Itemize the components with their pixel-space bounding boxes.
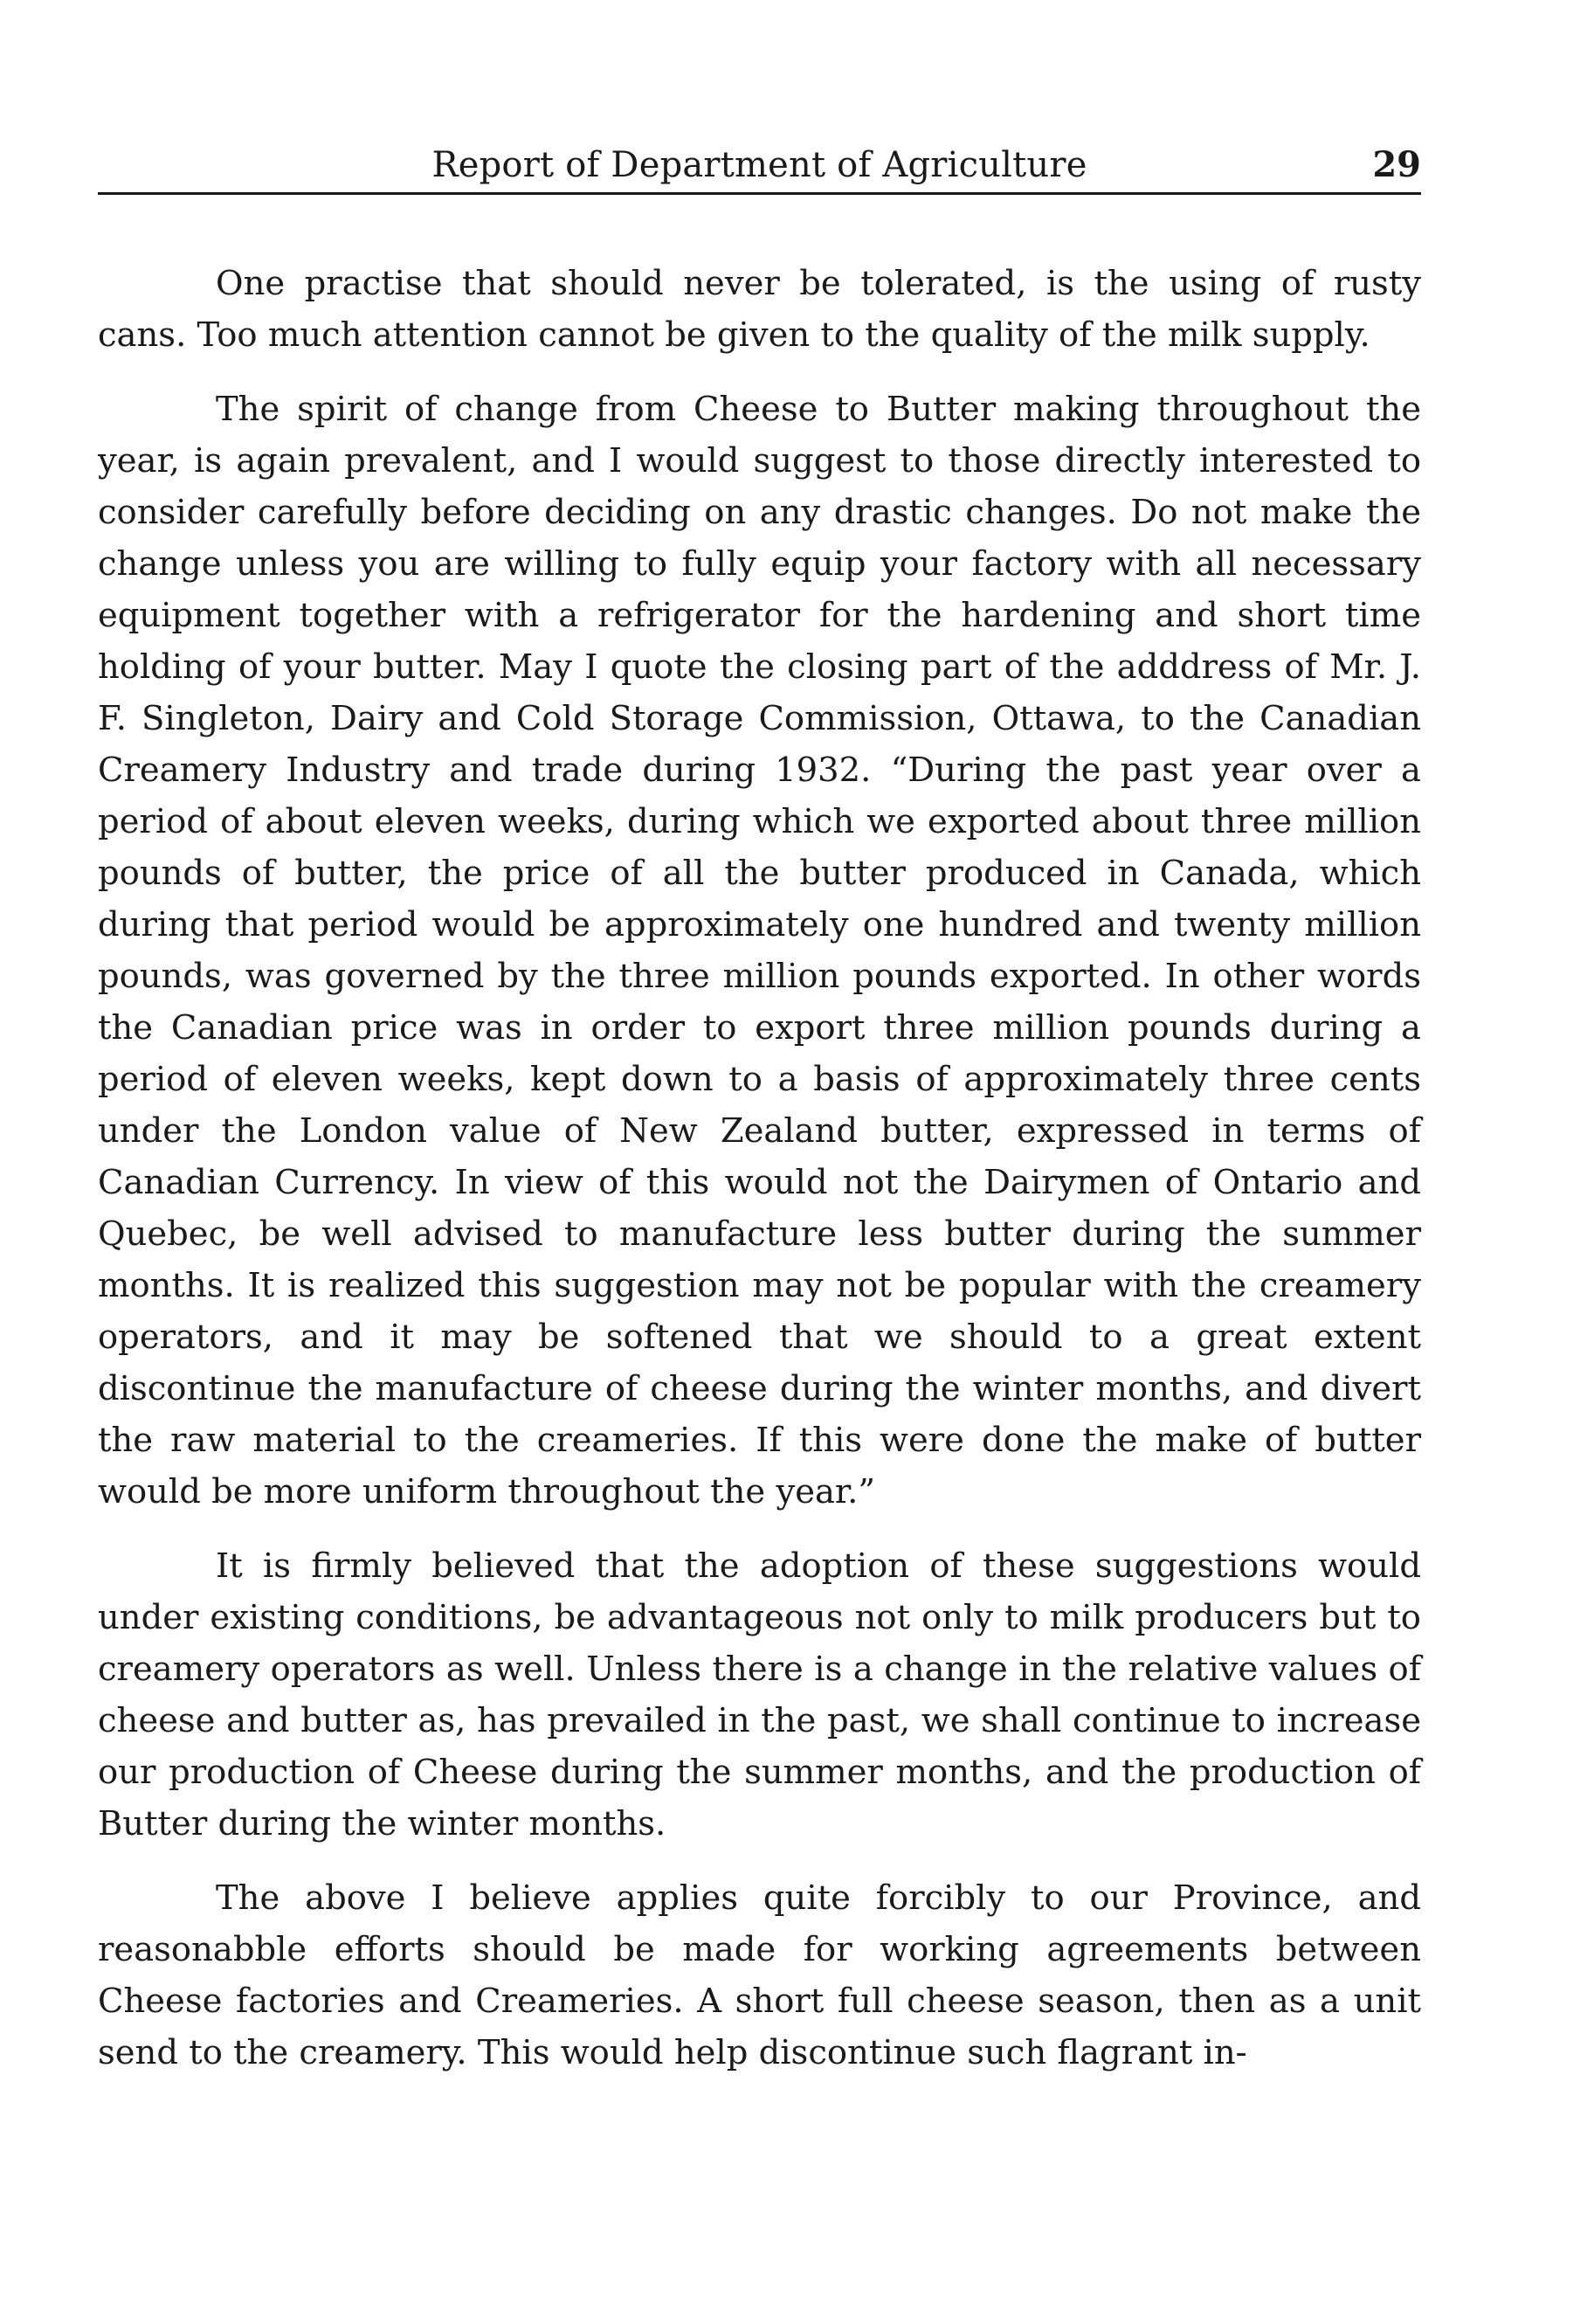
paragraph-suggestions: It is firmly believed that the adoption of these suggestions would under existing conditions, be advantageous not only to milk producers but to creamery operators as well. Unless there is a change in the relative values of cheese and butter as, has prevailed in the past, we shall continue to increase our production of Cheese during the summer months, and the production of Butter during the winter months.	[98, 1546, 1421, 1843]
paragraph-province: The above I believe applies quite forcibly to our Province, and reasonabble efforts should be made for working agreements between Cheese factories and Creameries. A short full cheese season, then as a unit send to the creamery. This would help discontinue such flagrant in-	[98, 1878, 1421, 2072]
running-header	[98, 140, 1421, 195]
paragraph-rusty-cans: One practise that should never be tolerated, is the using of rusty cans. Too much attention cannot be given to the quality of the milk supply.	[98, 264, 1421, 355]
paragraph-cheese-to-butter: The spirit of change from Cheese to Butter making throughout the year, is again prevalent, and I would suggest to those directly interested to consider carefully before deciding on any drastic changes. Do not make the change unless you are willing to fully equip your factory with all necessary equipment together with a refrigerator for the hardening and short time holding of your butter. May I quote the closing part of the adddress of Mr. J. F. Singleton, Dairy and Cold Storage Commission, Ottawa, to the Canadian Creamery Industry and trade during 1932. “During the past year over a period of about eleven weeks, during which we exported about three million pounds of butter, the price of all the butter produced in Canada, which during that period would be approximately one hundred and twenty million pounds, was governed by the three million pounds exported. In other words the Canadian price was in order to export three million pounds during a period of eleven weeks, kept down to a basis of approximately three cents under the London value of New Zealand butter, expressed in terms of Canadian Currency. In view of this would not the Dairymen of Ontario and Quebec, be well advised to manufacture less butter during the summer months. It is realized this suggestion may not be popular with the creamery operators, and it may be softened that we should to a great extent discontinue the manufacture of cheese during the winter months, and divert the raw material to the creameries. If this were done the make of butter would be more uniform throughout the year.”	[98, 390, 1421, 1511]
body-text	[98, 258, 1421, 2101]
running-title: Report of Department of Agriculture	[431, 145, 1087, 185]
page-number: 29	[1372, 144, 1421, 185]
